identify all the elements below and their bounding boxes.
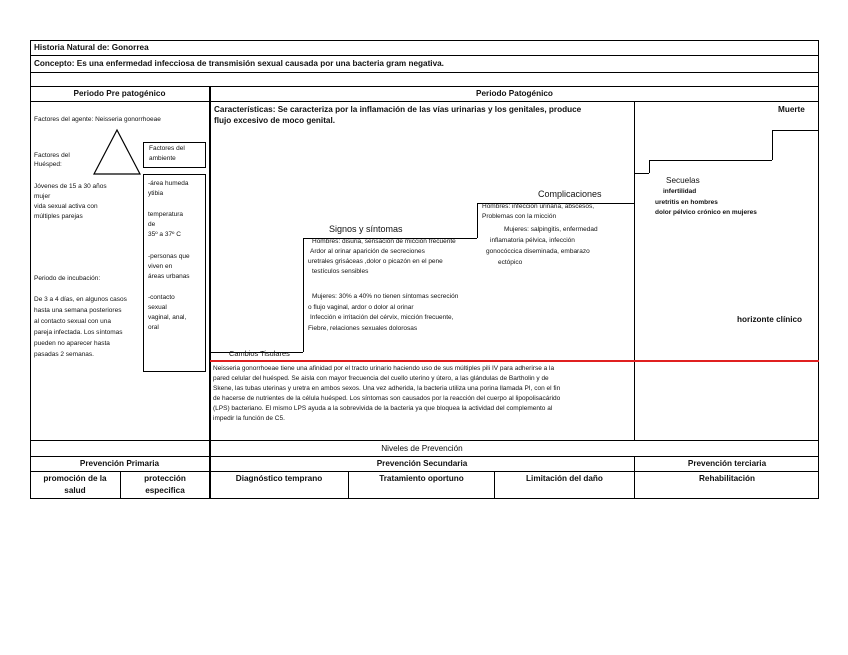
early-diagnosis-label: Diagnóstico temprano: [235, 474, 323, 483]
signs-women-line: Fiebre, relaciones sexuales dolorosas: [308, 325, 418, 332]
stair-line: [649, 160, 650, 173]
clinical-horizon-line: [210, 360, 819, 362]
environment-item: de: [148, 221, 156, 228]
complications-title: Complicaciones: [538, 189, 602, 199]
incubation-line: De 3 a 4 días, en algunos casos: [34, 296, 127, 303]
stair-line: [772, 130, 773, 160]
incubation-line: pareja infectada. Los síntomas: [34, 329, 123, 336]
tissue-changes-line: (LPS) bacteriano. El mismo LPS ayuda a la sobrevivida de la bacteria ya que bloquea la actividad del complemento al: [213, 405, 553, 412]
environment-item: -contacto: [148, 294, 175, 301]
row-divider: [30, 456, 819, 457]
signs-women-line: Mujeres: 30% a 40% no tienen síntomas secreción: [312, 293, 459, 300]
row-divider: [30, 440, 819, 441]
sequelae-line: infertilidad: [663, 188, 697, 195]
environment-item: 35º a 37º C: [148, 231, 181, 238]
incubation-line: hasta una semana posteriores: [34, 307, 122, 314]
timely-treatment-label: Tratamiento oportuno: [379, 474, 464, 483]
primary-prevention-header: Prevención Primaria: [79, 459, 160, 468]
agent-factors: Factores del agente: Neisseria gonorrhoeae: [34, 116, 161, 123]
death-label: Muerte: [778, 105, 805, 114]
environment-item: sexual: [148, 304, 167, 311]
row-divider: [30, 101, 819, 102]
incubation-label: Periodo de incubación:: [34, 275, 101, 282]
host-line: múltiples parejas: [34, 213, 83, 220]
stair-line: [303, 238, 304, 352]
tertiary-prevention-header: Prevención terciaria: [687, 459, 767, 468]
prevention-title: Niveles de Prevención: [381, 444, 463, 453]
row-divider: [30, 86, 819, 87]
row-divider: [30, 471, 819, 472]
secondary-prevention-header: Prevención Secundaria: [376, 459, 468, 468]
column-divider: [634, 101, 635, 440]
specific-protection-label: especifica: [145, 486, 185, 495]
tissue-changes-line: de hacerse de nutrientes de la célula huésped. Los síntomas son causados por la reacción del cuerpo al lipopolisacárido: [213, 395, 561, 402]
environment-item: oral: [148, 324, 159, 331]
stair-line: [634, 173, 649, 174]
page-title: Historia Natural de: Gonorrea: [34, 43, 149, 52]
stair-line: [772, 130, 819, 131]
complications-line: gonocóccica diseminada, embarazo: [486, 248, 590, 255]
complications-line: Mujeres: salpingitis, enfermedad: [504, 226, 598, 233]
environment-item: vaginal, anal,: [148, 314, 187, 321]
row-divider: [30, 72, 819, 73]
health-promotion-label: promoción de la: [43, 474, 107, 483]
tissue-changes-line: pared celular del huésped. Se aisla con mayor frecuencia del cuello uterino y útero, a las glándulas de Bartholin y de: [213, 375, 549, 382]
tissue-changes-title: Cambios Tisulares: [229, 349, 290, 358]
concept-text: Concepto: Es una enfermedad infecciosa de transmisión sexual causada por una bacteria gram negativa.: [34, 59, 444, 68]
characteristics-text: Características: Se caracteriza por la inflamación de las vías urinarias y los genitales, produce: [214, 105, 582, 114]
column-divider: [209, 86, 211, 499]
rehabilitation-label: Rehabilitación: [699, 474, 755, 483]
signs-title: Signos y síntomas: [329, 224, 403, 234]
damage-limitation-label: Limitación del daño: [526, 474, 603, 483]
triad-triangle: [92, 128, 142, 176]
complications-line: inflamatoria pélvica, infección: [490, 237, 575, 244]
environment-item: ytibia: [148, 190, 164, 197]
patogenic-header: Periodo Patogénico: [476, 89, 553, 98]
environment-item: temperatura: [148, 211, 184, 218]
tissue-changes-line: Skene, las tubas uterinas y uretra en ambos sexos. Una vez adherida, la bacteria utiliza una porina llamada PI, con el fin: [213, 385, 561, 392]
specific-protection-label: protección: [144, 474, 186, 483]
stair-line: [477, 203, 478, 238]
signs-women-line: o flujo vaginal, ardor o dolor al orinar: [308, 304, 414, 311]
incubation-line: pasadas 2 semanas.: [34, 351, 94, 358]
environment-item: -personas que: [148, 253, 190, 260]
incubation-line: al contacto sexual con una: [34, 318, 111, 325]
characteristics-text: flujo excesivo de moco genital.: [214, 116, 336, 125]
incubation-line: pueden no aparecer hasta: [34, 340, 110, 347]
health-promotion-label: salud: [64, 486, 86, 495]
environment-item: áreas urbanas: [148, 273, 190, 280]
prepatogenic-header: Periodo Pre patogénico: [73, 89, 166, 98]
signs-men-line: Hombres: disuria, sensación de micción frecuente: [312, 238, 456, 245]
row-divider: [30, 55, 819, 56]
host-line: Jóvenes de 15 a 30 años: [34, 183, 107, 190]
stair-line: [649, 160, 772, 161]
environment-label: Factores del: [149, 145, 185, 152]
signs-men-line: uretrales grisáceas ,dolor o picazón en el pene: [308, 258, 443, 265]
complications-line: ectópico: [498, 259, 523, 266]
sequelae-title: Secuelas: [666, 176, 700, 185]
complications-line: Hombres: infección urinaria, abscesos,: [482, 203, 594, 210]
tissue-changes-line: Neisseria gonorrhoeae tiene una afinidad por el tracto urinario haciendo uso de sus múltiples pili IV para adherirse a la: [213, 365, 555, 372]
host-factors-label: Huésped:: [34, 161, 62, 168]
signs-men-line: Ardor al orinar aparición de secreciones: [310, 248, 425, 255]
signs-women-line: Infección e irritación del cérvix, micción frecuente,: [310, 314, 454, 321]
sequelae-line: dolor pélvico crónico en mujeres: [655, 209, 757, 216]
host-line: mujer: [34, 193, 51, 200]
host-line: vida sexual activa con: [34, 203, 98, 210]
environment-label: ambiente: [149, 155, 176, 162]
environment-item: viven en: [148, 263, 173, 270]
sequelae-line: uretritis en hombres: [655, 199, 718, 206]
environment-item: -área humeda: [148, 180, 189, 187]
complications-line: Problemas con la micción: [482, 213, 557, 220]
clinical-horizon-label: horizonte clínico: [737, 315, 803, 324]
signs-men-line: testículos sensibles: [312, 268, 369, 275]
host-factors-label: Factores del: [34, 152, 70, 159]
tissue-changes-line: impedir la función de C5.: [213, 415, 285, 422]
